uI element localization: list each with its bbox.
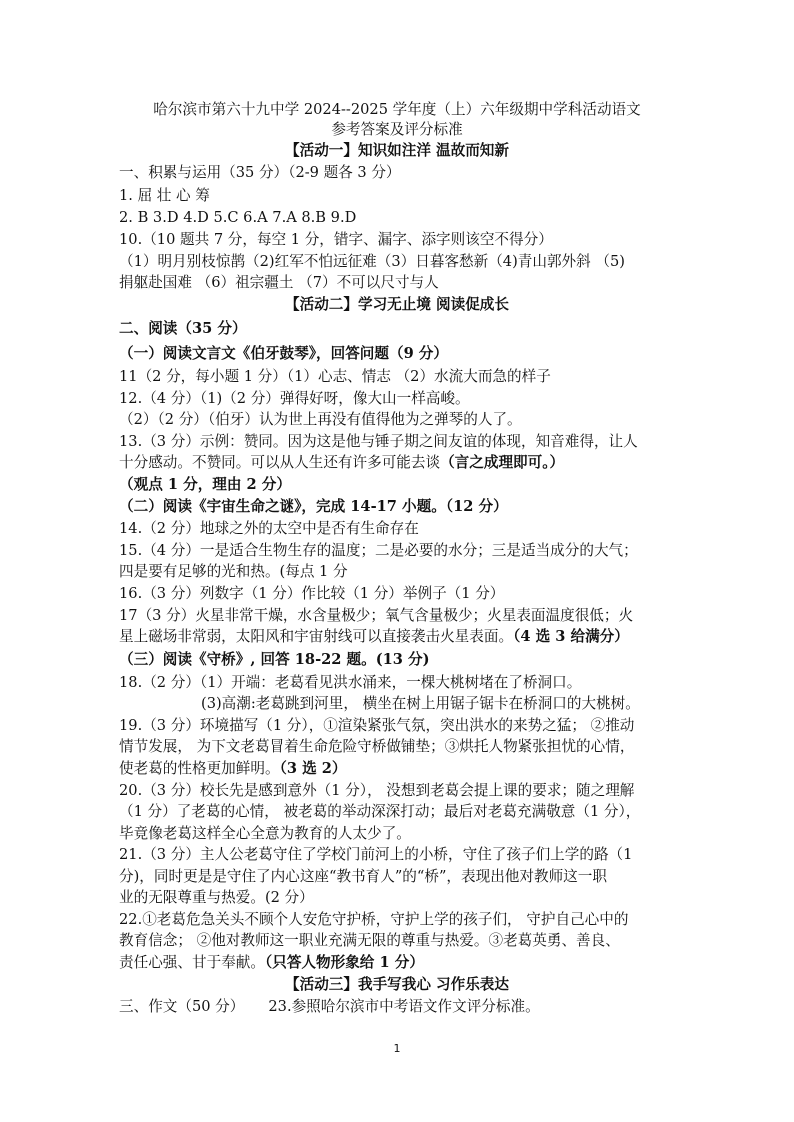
q19-answer-line2: 情节发展， 为下文老葛冒着生命危险守桥做铺垫；③烘托人物紧张担忧的心情，	[119, 738, 635, 755]
activity2-heading: 【活动二】学习无止境 阅读促成长	[285, 296, 509, 313]
doc-title-line1: 哈尔滨市第六十九中学 2024--2025 学年度（上）六年级期中学科活动语文	[153, 101, 641, 118]
q20-answer-line1: 20.（3 分）校长先是感到意外（1 分）， 没想到老葛会提上课的要求；随之理解	[119, 782, 635, 799]
activity1-heading: 【活动一】知识如注洋 温故而知新	[285, 142, 509, 159]
q10-heading: 10.（10 题共 7 分，每空 1 分，错字、漏字、添字则该空不得分）	[119, 231, 553, 248]
q22-answer-line2: 教育信念； ②他对教师这一职业充满无限的尊重与热爱。③老葛英勇、善良、	[119, 932, 620, 949]
q15-answer-line2: 四是要有足够的光和热。(每点 1 分	[119, 563, 348, 580]
q20-answer-line2: （1 分）了老葛的心情， 被老葛的举动深深打动；最后对老葛充满敬意（1 分），	[119, 803, 641, 820]
q18-answer-line1: 18.（2 分）（1）开端：老葛看见洪水涌来，一棵大桃树堵在了桥洞口。	[119, 674, 582, 691]
q22-answer-line1: 22.①老葛危急关头不顾个人安危守护桥，守护上学的孩子们， 守护自己心中的	[119, 911, 629, 928]
q2-9-answers: 2. B 3.D 4.D 5.C 6.A 7.A 8.B 9.D	[119, 209, 357, 226]
q17-text: 星上磁场非常弱，太阳风和宇宙射线可以直接袭击火星表面。	[119, 628, 514, 645]
page-number: 1	[393, 1042, 401, 1055]
q1-answer: 1. 屈 壮 心 筹	[119, 187, 210, 204]
q21-answer-line3: 业的无限尊重与热爱。(2 分）	[119, 889, 314, 906]
q22-answer-line3	[119, 953, 679, 973]
q17-answer-line2	[119, 627, 679, 647]
q20-answer-line3: 毕竟像老葛这样全心全意为教育的人太少了。	[119, 825, 411, 842]
q11-answer: 11（2 分，每小题 1 分）（1）心志、情志 （2）水流大而急的样子	[119, 368, 551, 385]
q19-answer-line3	[119, 759, 679, 779]
part1-heading: （一）阅读文言文《伯牙鼓琴》，回答问题（9 分）	[119, 345, 448, 362]
q18-answer-line2: (3)高潮:老葛跳到河里， 横坐在树上用锯子锯卡在桥洞口的大桃树。	[201, 695, 640, 712]
q13-scoring: （观点 1 分，理由 2 分）	[119, 476, 291, 493]
q17-note: （4 选 3 给满分）	[513, 628, 629, 645]
q21-answer-line1: 21.（3 分）主人公老葛守住了学校门前河上的小桥，守住了孩子们上学的路（1	[119, 846, 633, 863]
q13-note: （言之成理即可。）	[440, 454, 565, 471]
q22-note: （只答人物形象给 1 分）	[264, 954, 424, 971]
section3-heading: 三、作文（50 分）	[119, 998, 245, 1015]
q13-text: 十分感动。不赞同。可以从人生还有许多可能去谈	[119, 454, 441, 471]
q22-text: 责任心强、甘于奉献。	[119, 954, 265, 971]
q12-answer-line1: 12.（4 分）（1)（2 分）弹得好呀，像大山一样高峻。	[119, 390, 470, 407]
q10-answer-line1: （1）明月别枝惊鹊（2)红军不怕远征难（3）日暮客愁新（4)青山郭外斜 （5)	[119, 253, 625, 270]
part3-heading: （三）阅读《守桥》, 回答 18-22 题。(13 分)	[119, 651, 430, 668]
q13-answer-line1: 13.（3 分）示例：赞同。因为这是他与锤子期之间友谊的体现，知音难得，让人	[119, 433, 638, 450]
section2-heading: 二、阅读（35 分）	[119, 320, 247, 337]
q19-answer-line1: 19.（3 分）环境描写（1 分），①渲染紧张气氛，突出洪水的来势之猛； ②推动	[119, 717, 635, 734]
q12-answer-line2: （2）（2 分）（伯牙）认为世上再没有值得他为之弹琴的人了。	[119, 411, 522, 428]
q14-answer: 14.（2 分）地球之外的太空中是否有生命存在	[119, 520, 419, 537]
q15-answer-line1: 15.（4 分）一是适合生物生存的温度；二是必要的水分；三是适当成分的大气；	[119, 542, 638, 559]
q19-text: 使老葛的性格更加鲜明。	[119, 760, 280, 777]
q23-answer: 23.参照哈尔滨市中考语文作文评分标准。	[268, 998, 540, 1015]
q16-answer: 16.（3 分）列数字（1 分）作比较（1 分）举例子（1 分）	[119, 585, 505, 602]
section1-heading: 一、积累与运用（35 分）（2-9 题各 3 分）	[119, 164, 401, 181]
q19-note: （3 选 2）	[279, 760, 347, 777]
q17-answer-line1: 17（3 分）火星非常干燥，水含量极少；氧气含量极少；火星表面温度很低；火	[119, 607, 634, 624]
q10-answer-line2: 捐躯赴国难 （6）祖宗疆土 （7）不可以尺寸与人	[119, 274, 439, 291]
doc-title-line2: 参考答案及评分标准	[331, 121, 463, 138]
q21-answer-line2: 分)，同时更是是守住了内心这座“教书育人”的“桥”，表现出他对教师这一职	[119, 868, 607, 885]
part2-heading: （二）阅读《宇宙生命之谜》，完成 14-17 小题。（12 分）	[119, 498, 508, 515]
q13-answer-line2	[119, 453, 679, 473]
activity3-heading: 【活动三】我手写我心 习作乐表达	[285, 976, 509, 993]
section3-row	[119, 997, 679, 1017]
